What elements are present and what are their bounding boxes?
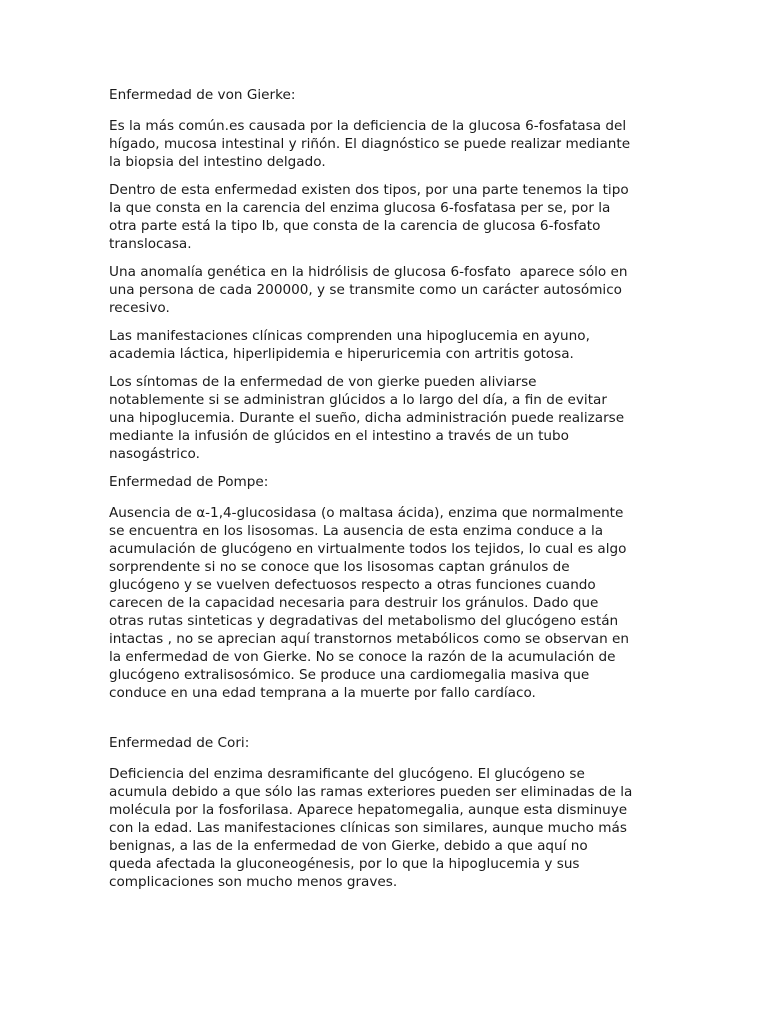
paragraph-von-gierke-3: Una anomalía genética en la hidrólisis de glucosa 6-fosfato aparece sólo en una persona de cada 200000, y se transmite como un carácter autosómico recesivo.: [109, 264, 628, 316]
paragraph-von-gierke-2: Dentro de esta enfermedad existen dos tipos, por una parte tenemos la tipo Ia que consta en la carencia del enzima glucosa 6-fosfatasa per se, por la otra parte está la tipo Ib, que consta de la carencia de glucosa 6-fosfato translocasa.: [109, 182, 629, 252]
heading-von-gierke: Enfermedad de von Gierke:: [109, 87, 296, 103]
heading-pompe: Enfermedad de Pompe:: [109, 474, 269, 490]
paragraph-von-gierke-5: Los síntomas de la enfermedad de von gierke pueden aliviarse notablemente si se administran glúcidos a lo largo del día, a fin de evitar una hipoglucemia. Durante el sueño, dicha administración puede realizarse mediante la infusión de glúcidos en el intestino a través de un tubo nasogástrico.: [109, 374, 625, 462]
document-page: [109, 86, 657, 891]
paragraph-von-gierke-1: Es la más común.es causada por la deficiencia de la glucosa 6-fosfatasa del hígado, mucosa intestinal y riñón. El diagnóstico se puede realizar mediante la biopsia del intestino delgado.: [109, 118, 631, 170]
heading-cori: Enfermedad de Cori:: [109, 735, 250, 751]
paragraph-von-gierke-4: Las manifestaciones clínicas comprenden una hipoglucemia en ayuno, academia láctica, hiperlipidemia e hiperuricemia con artritis gotosa.: [109, 328, 590, 362]
paragraph-cori-1: Deficiencia del enzima desramificante del glucógeno. El glucógeno se acumula debido a que sólo las ramas exteriores pueden ser eliminadas de la molécula por la fosforilasa. Aparece hepatomegalia, aunque esta disminuye con la edad. Las manifestaciones clínicas son similares, aunque mucho más benignas, a las de la enfermedad de von Gierke, debido a que aquí no queda afectada la gluconeogénesis, por lo que la hipoglucemia y sus complicaciones son mucho menos graves.: [109, 766, 633, 890]
paragraph-pompe-1: Ausencia de α-1,4-glucosidasa (o maltasa ácida), enzima que normalmente se encuentra en los lisosomas. La ausencia de esta enzima conduce a la acumulación de glucógeno en virtualmente todos los tejidos, lo cual es algo sorprendente si no se conoce que los lisosomas captan gránulos de glucógeno y se vuelven defectuosos respecto a otras funciones cuando carecen de la capacidad necesaria para destruir los gránulos. Dado que otras rutas sinteticas y degradativas del metabolismo del glucógeno están intactas , no se aprecian aquí transtornos metabólicos como se observan en la enfermedad de von Gierke. No se conoce la razón de la acumulación de glucógeno extralisosómico. Se produce una cardiomegalia masiva que conduce en una edad temprana a la muerte por fallo cardíaco.: [109, 505, 630, 701]
